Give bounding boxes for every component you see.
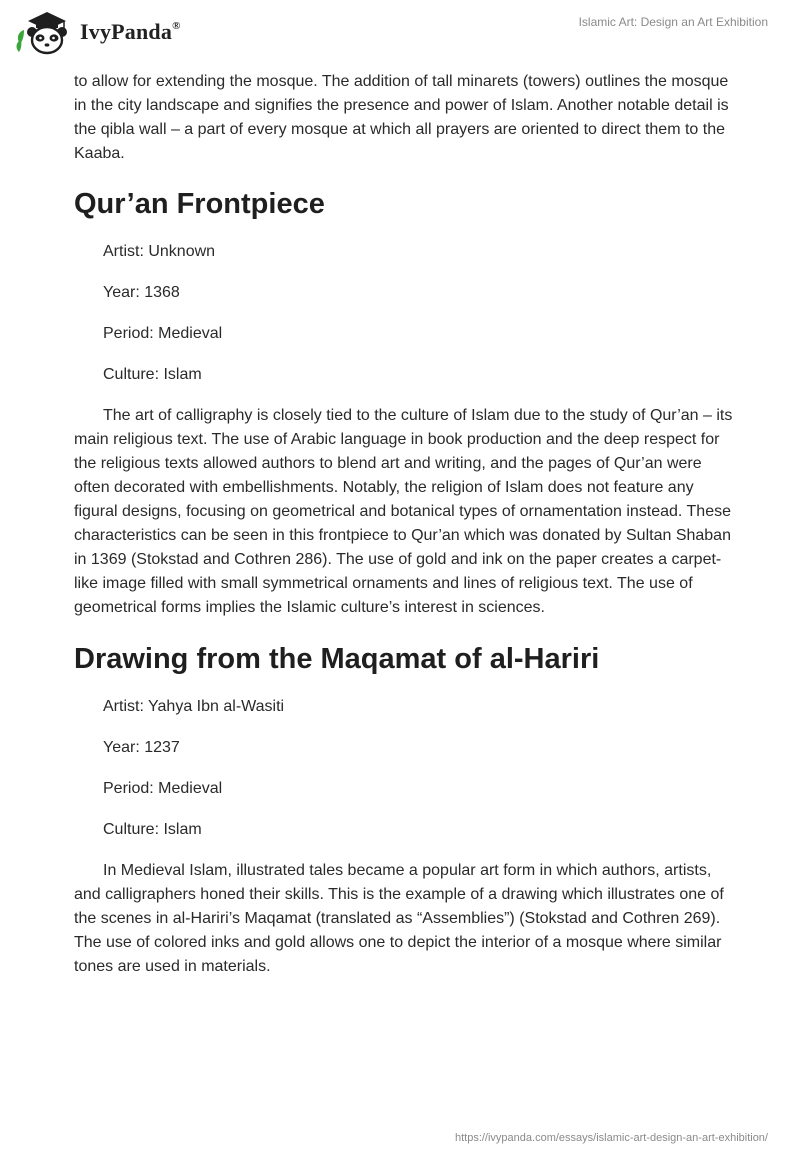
document-title: Islamic Art: Design an Art Exhibition (578, 15, 768, 29)
ivypanda-logo[interactable] (14, 8, 181, 56)
section-paragraph: In Medieval Islam, illustrated tales became a popular art form in which authors, artists, and calligraphers honed their skills. This is the example of a drawing which illustrates one of the scenes in al-Hariri’s Maqamat (translated as “Assemblies”) (Stokstad and Cothren 269). The use of colored inks and gold allows one to depict the interior of a mosque where similar tones are used in materials. (74, 862, 724, 975)
source-url[interactable]: https://ivypanda.com/essays/islamic-art-design-an-art-exhibition/ (454, 1132, 768, 1144)
page-header (0, 0, 800, 70)
essay-content (74, 70, 734, 979)
brand-name: IvyPanda® (80, 19, 181, 44)
artwork-artist: Artist: Unknown (103, 243, 216, 260)
section-paragraph: The art of calligraphy is closely tied to the culture of Islam due to the study of Qur’an – its main religious text. The use of Arabic language in book production and the deep respect for the religious texts allowed authors to blend art and writing, and the pages of Qur’an were often decorated with embellishments. Notably, the religion of Islam does not feature any figural designs, focusing on geometrical and botanical types of ornamentation instead. These characteristics can be seen in this frontpiece to Qur’an which was donated by Sultan Shaban in 1369 (Stokstad and Cothren 286). The use of gold and ink on the paper creates a carpet-like image filled with small symmetrical ornaments and lines of religious text. The use of geometrical forms implies the Islamic culture’s interest in sciences. (74, 407, 733, 616)
artwork-year: Year: 1368 (103, 284, 180, 301)
panda-graduate-icon (14, 8, 74, 56)
artwork-year: Year: 1237 (103, 739, 180, 756)
intro-paragraph: to allow for extending the mosque. The addition of tall minarets (towers) outlines the mosque in the city landscape and signifies the presence and power of Islam. Another notable detail is the qibla wall – a part of every mosque at which all prayers are oriented to direct them to the Kaaba. (74, 73, 729, 162)
artwork-period: Period: Medieval (103, 780, 223, 797)
artwork-period: Period: Medieval (103, 325, 223, 342)
section-heading-maqamat-drawing: Drawing from the Maqamat of al-Hariri (74, 643, 600, 675)
artwork-culture: Culture: Islam (103, 366, 202, 383)
artwork-artist: Artist: Yahya Ibn al-Wasiti (103, 698, 285, 715)
artwork-culture: Culture: Islam (103, 821, 202, 838)
section-heading-quran-frontpiece: Qur’an Frontpiece (74, 188, 325, 220)
